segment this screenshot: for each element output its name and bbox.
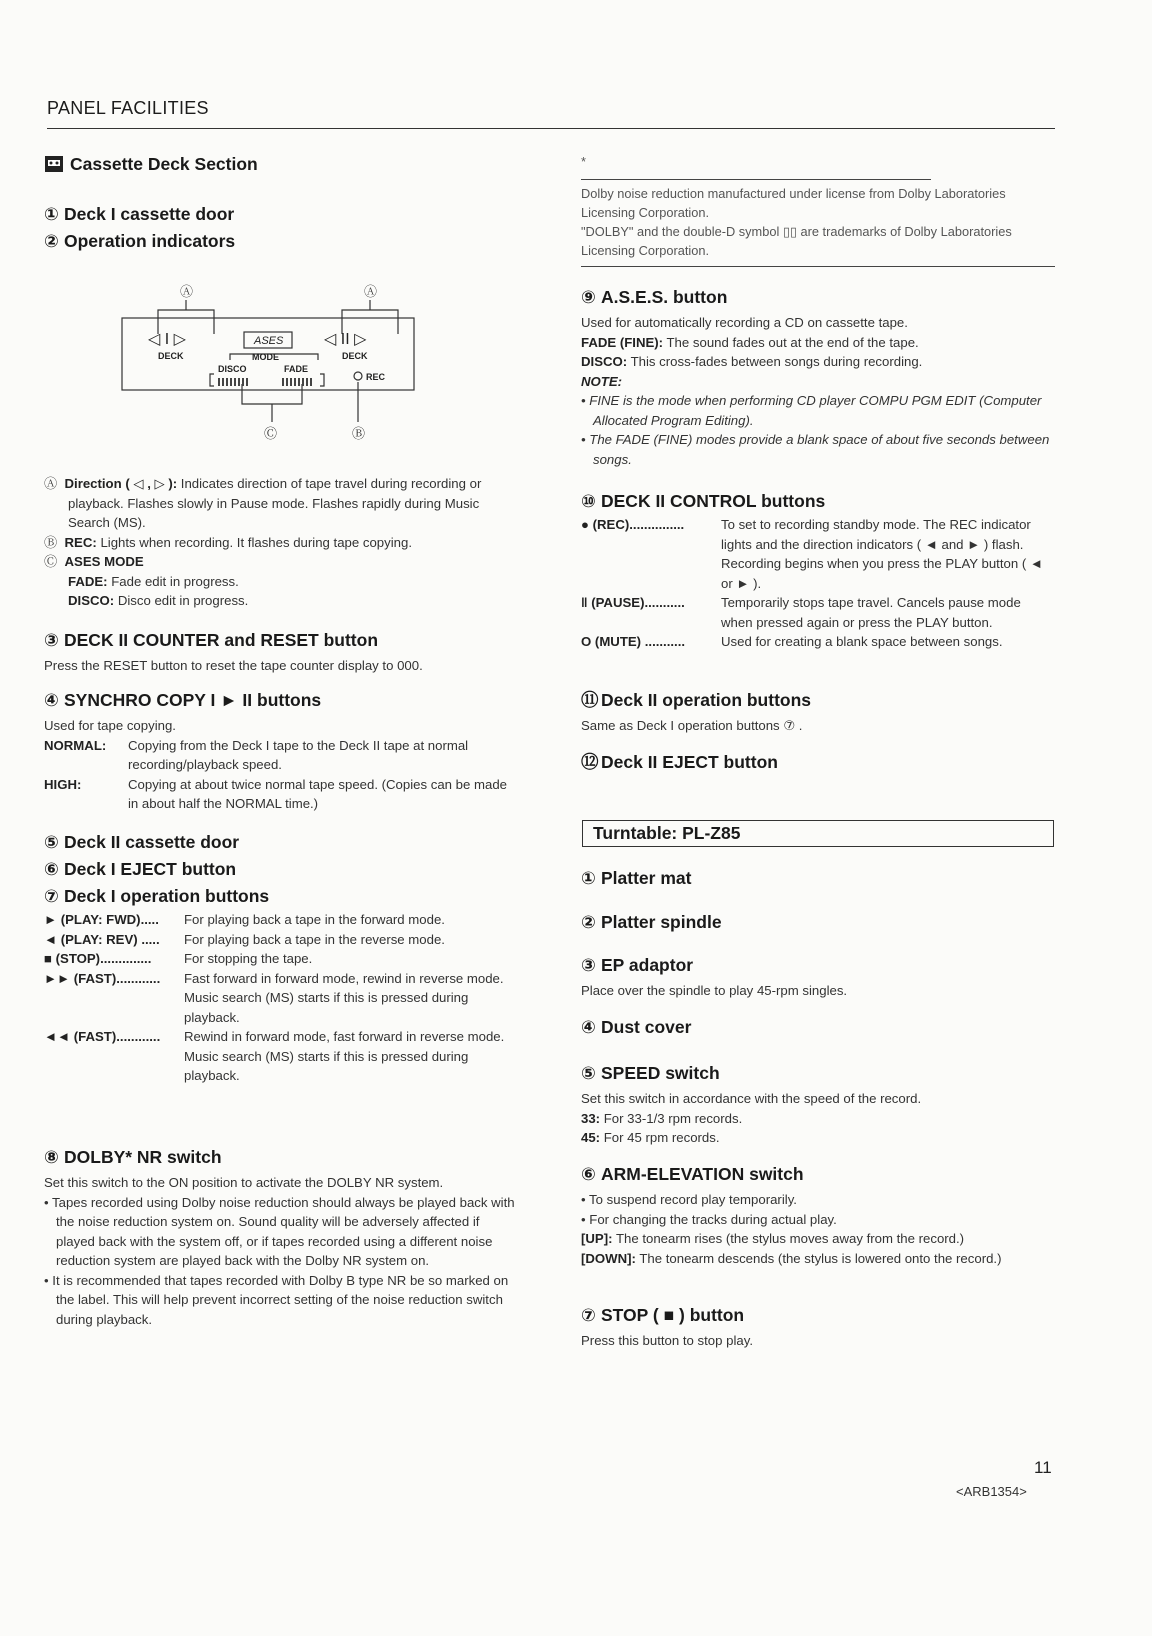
ases-label: ASES [254,335,284,347]
control-row-mute: O (MUTE) ........... Used for creating a blank space between songs. [581,634,1003,649]
section-deck2-control: ⑩ DECK II CONTROL buttons ● (REC)............... To set to recording standby mode. The REC indicator lights and the direction indicators ( ◄ and ► ) flash. Recording begins when you press the PLAY button ( ◄ or ► ). ‖ (PAUSE)........... Temporarily stops tape travel. Cancels pause mode when pressed again or press the PLAY button. O (MUTE) ........... Used for creating a blank space between songs. [581,490,1055,652]
section-synchro-copy: ④ SYNCHRO COPY I ► II buttons Used for tape copying. NORMAL: Copying from the Deck I tape to the Deck II tape at normal recording/playback speed. HIGH: Copying at about twice normal tape speed. (Copies can be made in about half the NORMAL time.) [44,690,507,811]
section-ases: ⑨ A.S.E.S. button Used for automatically recording a CD on cassette tape. FADE (FINE): The sound fades out at the end of the tape. DISCO: This cross-fades between songs during recording. NOTE: • FINE is the mode when performing CD player COMPU PGM EDIT (Computer Allocated Program Editing). • The FADE (FINE) modes provide a blank space of about five seconds between songs. [581,287,1050,467]
callout-a-right: Ⓐ [364,284,378,299]
turntable-arm-elevation: ⑥ ARM-ELEVATION switch • To suspend record play temporarily. • For changing the tracks during actual play. [UP]: The tonearm rises (the stylus moves away from the record.) [DOWN]: The tonearm descends (the stylus is lowered onto the record.) [581,1164,1002,1266]
diagram-legend: Ⓐ Direction ( ◁ , ▷ ): Indicates direction of tape travel during recording or playback. Flashes slowly in Pause mode. Flashes rapidly during Music Search (MS). Ⓑ REC: Lights when recording. It flashes during tape copying. Ⓒ ASES MODE FADE: Fade edit in progress. DISCO: Disco edit in progress. [44,476,482,608]
section-dolby-nr: ⑧ DOLBY* NR switch Set this switch to the ON position to activate the DOLBY NR system. • Tapes recorded using Dolby noise reduction should always be played back with the noise reduction system on. Sound quality will be adversely affected if played back with the system off, or if tapes recorded using a different noise reduction system are played back with the Dolby NR system on. • It is recommended that tapes recorded with Dolby B type NR be so marked on the label. This will help prevent incorrect setting of the noise reduction switch during playback. [44,1147,515,1327]
fade-label: FADE [284,364,309,374]
turntable-ep-adaptor: ③ EP adaptor Place over the spindle to play 45-rpm singles. [581,955,848,998]
callout-b: Ⓑ [352,426,366,441]
cassette-section-heading [44,153,516,175]
turntable-section-title: Turntable: PL-Z85 [582,820,1054,847]
cassette-item-2: ② Operation indicators [44,231,236,251]
turntable-dust-cover: ④ Dust cover [581,1017,692,1037]
cassette-section-title: Cassette Deck Section [70,154,258,174]
document-code: <ARB1354> [956,1484,1027,1499]
cassette-icon [44,155,64,173]
section-deck2-counter: ③ DECK II COUNTER and RESET button Press the RESET button to reset the tape counter display to 000. [44,630,423,673]
deck2-label: DECK [342,351,368,361]
op-row-rewind: ◄◄ (FAST)............ Rewind in forward mode, fast forward in reverse mode. [44,1029,505,1044]
section-deck2-eject: ⑫ Deck II EJECT button [581,752,778,772]
mode-label: MODE [252,352,279,362]
level-meter-segments [218,378,312,386]
cassette-item-1: ① Deck I cassette door [44,204,235,224]
disco-label: DISCO [218,364,247,374]
page-header-title: PANEL FACILITIES [47,98,209,118]
section-deck1-eject: ⑥ Deck I EJECT button [44,859,237,879]
op-row-play-fwd: ► (PLAY: FWD)..... For playing back a tape in the forward mode. [44,912,445,927]
op-row-stop: ■ (STOP).............. For stopping the tape. [44,951,313,966]
op-row-rewind-ms: Music search (MS) starts if this is pressed during playback. [184,1048,469,1083]
header-divider [47,128,1055,129]
section-deck2-door: ⑤ Deck II cassette door [44,832,240,852]
turntable-speed-switch: ⑤ SPEED switch Set this switch in accordance with the speed of the record. 33: For 33-1/3 rpm records. 45: For 45 rpm records. [581,1063,922,1145]
callout-c: Ⓒ [264,426,278,441]
rec-label: REC [366,372,386,382]
deck1-label: DECK [158,351,184,361]
page-number: 11 [1034,1458,1052,1477]
op-row-fast-forward-ms: Music search (MS) starts if this is pressed during playback. [184,990,469,1025]
section-deck1-operation: ⑦ Deck I operation buttons ► (PLAY: FWD)..... For playing back a tape in the forward mode. ◄ (PLAY: REV) ..... For playing back a tape in the reverse mode. ■ (STOP).............. For stopping the tape. ►► (FAST)............ Fast forward in forward mode, rewind in reverse mode. Music search (MS) starts if this is pressed during playback. ◄◄ (FAST)............ Rewind in forward mode, fast forward in reverse mode. Music search (MS) starts if this is pressed during playback. [44,885,516,1086]
dolby-footnote: * Dolby noise reduction manufactured under license from Dolby Laboratories Licensing Corporation. "DOLBY" and the double-D symbol ▯▯ are trademarks of Dolby Laboratories Licensing Corporation. [581,152,1055,267]
op-row-play-rev: ◄ (PLAY: REV) ..... For playing back a tape in the reverse mode. [44,931,445,947]
op-row-fast-forward: ►► (FAST)............ Fast forward in forward mode, rewind in reverse mode. [44,970,504,986]
section-deck2-operation: ⑪ Deck II operation buttons Same as Deck I operation buttons ⑦ . [581,690,812,733]
control-row-rec: ● (REC)............... To set to recording standby mode. The REC indicator lights and the direction indicators ( ◄ and ► ) flash. Recording begins when you press the PLAY button ( ◄ or ► ). [581,517,1043,591]
turntable-platter-spindle: ② Platter spindle [581,912,722,932]
deck2-direction-glyph: ◁ II ▷ [324,331,367,348]
turntable-platter-mat: ① Platter mat [581,868,692,888]
callout-a-left: Ⓐ [180,284,194,299]
control-row-pause: ‖ (PAUSE)........... Temporarily stops tape travel. Cancels pause mode when pressed again or press the PLAY button. [581,595,1021,630]
deck1-direction-glyph: ◁ I ▷ [148,331,186,348]
operation-indicators-diagram [118,282,438,462]
turntable-stop-button: ⑦ STOP ( ■ ) button Press this button to stop play. [581,1305,754,1348]
